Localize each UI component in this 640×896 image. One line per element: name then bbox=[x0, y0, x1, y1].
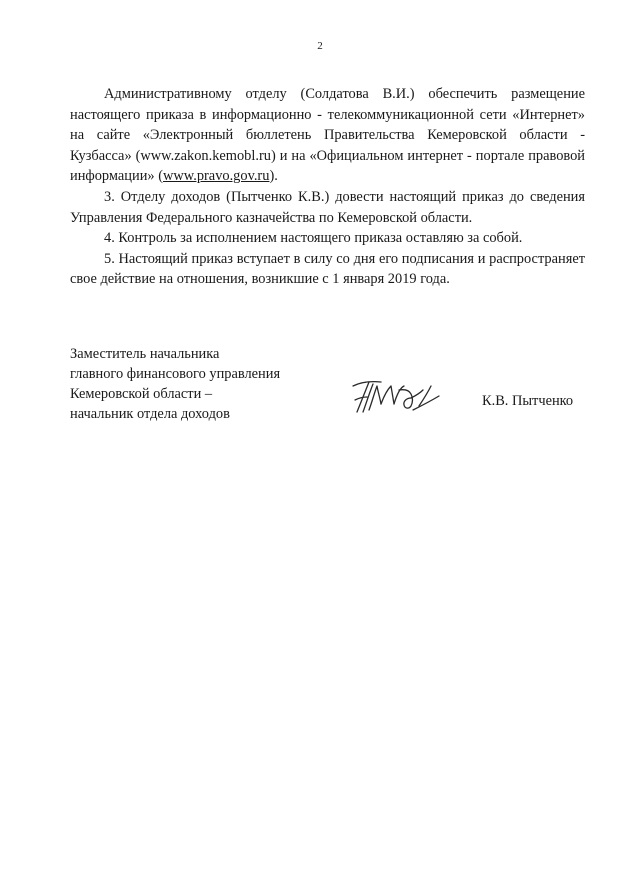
paragraph-item-5: 5. Настоящий приказ вступает в силу со дня его подписания и распространяет свое действие на отношения, возникшие с 1 января 2019 года. bbox=[70, 250, 585, 288]
signatory-title-line: Кемеровской области – bbox=[70, 386, 213, 402]
handwritten-signature bbox=[347, 376, 443, 416]
paragraph-item-4: 4. Контроль за исполнением настоящего приказа оставляю за собой. bbox=[104, 230, 523, 247]
signatory-title-line: главного финансового управления bbox=[70, 366, 281, 382]
pravo-link[interactable]: www.pravo.gov.ru bbox=[162, 168, 270, 185]
paragraph-publication-text: Административному отделу (Солдатова В.И.) обеспечить размещение настоящего приказа в информационно - телекоммуникационной сети «Интернет» на сайте «Электронный бюллетень Правительства Кемеровской области - Кузбасса» (www.zakon.kemobl.ru) и на «Официальном интернет - портале правовой информации» ( bbox=[70, 86, 585, 185]
signatory-title-line: начальник отдела доходов bbox=[70, 406, 230, 422]
signatory-name: К.В. Пытченко bbox=[482, 393, 574, 409]
signature-block bbox=[70, 344, 590, 424]
paragraph-publication-end: ). bbox=[269, 168, 278, 185]
paragraph-item-3: 3. Отделу доходов (Пытченко К.В.) довести настоящий приказ до сведения Управления Федерального казначейства по Кемеровской области. bbox=[70, 188, 585, 226]
paragraph-publication bbox=[70, 84, 585, 187]
signatory-title-line: Заместитель начальника bbox=[70, 346, 220, 362]
document-body bbox=[70, 84, 585, 290]
signatory-title bbox=[70, 344, 280, 424]
page-number: 2 bbox=[317, 40, 323, 52]
